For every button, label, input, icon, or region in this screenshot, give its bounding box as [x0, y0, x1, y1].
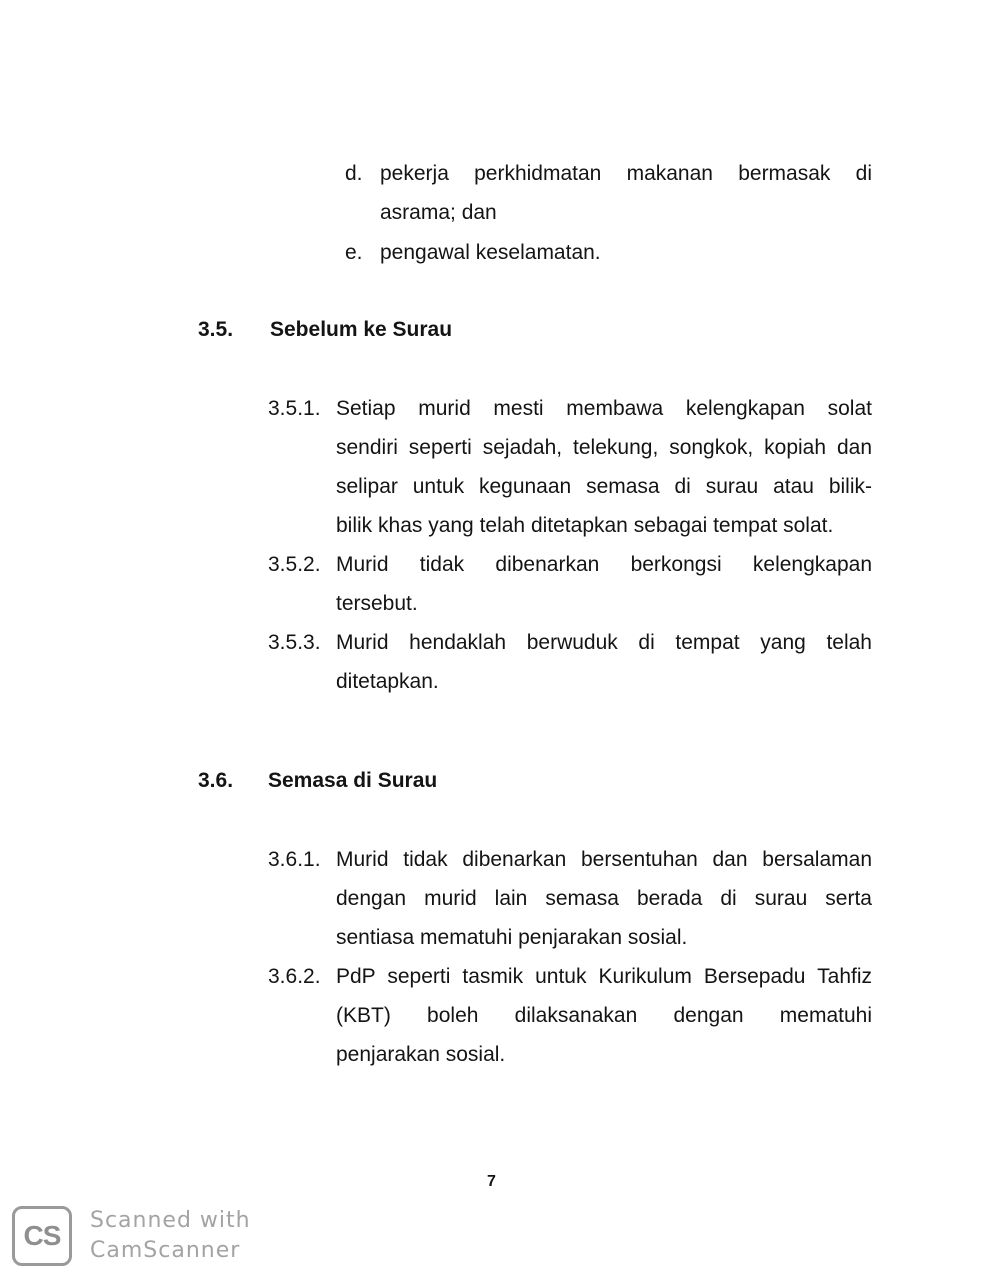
- item-3-6-2-number: 3.6.2.: [268, 965, 321, 988]
- camscanner-logo: [12, 1206, 72, 1266]
- section-3-5-title: Sebelum ke Surau: [270, 318, 453, 341]
- item-3-6-1-line-2: dengan murid lain semasa berada di surau serta: [336, 887, 872, 910]
- item-3-5-3-line-1: Murid hendaklah berwuduk di tempat yang telah: [336, 631, 872, 654]
- item-3-6-1-line-1: Murid tidak dibenarkan bersentuhan dan bersalaman: [336, 848, 872, 871]
- item-3-6-1-line-3: sentiasa mematuhi penjarakan sosial.: [336, 926, 688, 949]
- item-3-5-1-number: 3.5.1.: [268, 397, 321, 420]
- item-3-5-1-line-4: bilik khas yang telah ditetapkan sebagai tempat solat.: [336, 514, 834, 537]
- page-number: 7: [487, 1173, 496, 1190]
- list-item-e-line-1: pengawal keselamatan.: [380, 241, 601, 264]
- item-3-5-1-line-1: Setiap murid mesti membawa kelengkapan solat: [336, 397, 872, 420]
- item-3-5-1-line-2: sendiri seperti sejadah, telekung, songkok, kopiah dan: [336, 436, 872, 459]
- item-3-5-2-line-2: tersebut.: [336, 592, 418, 615]
- camscanner-logo-text: CS: [23, 1220, 61, 1251]
- watermark-line-1: Scanned with: [90, 1208, 251, 1233]
- list-item-d-line-2: asrama; dan: [380, 201, 497, 224]
- item-3-5-2-number: 3.5.2.: [268, 553, 321, 576]
- item-3-6-1-number: 3.6.1.: [268, 848, 321, 871]
- list-marker-d: d.: [345, 162, 363, 185]
- list-item-d-line-1: pekerja perkhidmatan makanan bermasak di: [380, 162, 872, 185]
- item-3-6-2-line-2: (KBT) boleh dilaksanakan dengan mematuhi: [336, 1004, 872, 1027]
- item-3-5-3-number: 3.5.3.: [268, 631, 321, 654]
- item-3-5-2-line-1: Murid tidak dibenarkan berkongsi kelengkapan: [336, 553, 872, 576]
- section-3-5-number: 3.5.: [198, 318, 234, 341]
- section-3-6-title: Semasa di Surau: [268, 769, 438, 792]
- item-3-6-2-line-3: penjarakan sosial.: [336, 1043, 506, 1066]
- item-3-5-3-line-2: ditetapkan.: [336, 670, 439, 693]
- section-3-6-number: 3.6.: [198, 769, 234, 792]
- watermark-line-2: CamScanner: [90, 1238, 241, 1263]
- item-3-6-2-line-1: PdP seperti tasmik untuk Kurikulum Bersepadu Tahfiz: [336, 965, 872, 988]
- list-marker-e: e.: [345, 241, 363, 264]
- item-3-5-1-line-3: selipar untuk kegunaan semasa di surau atau bilik-: [336, 475, 872, 498]
